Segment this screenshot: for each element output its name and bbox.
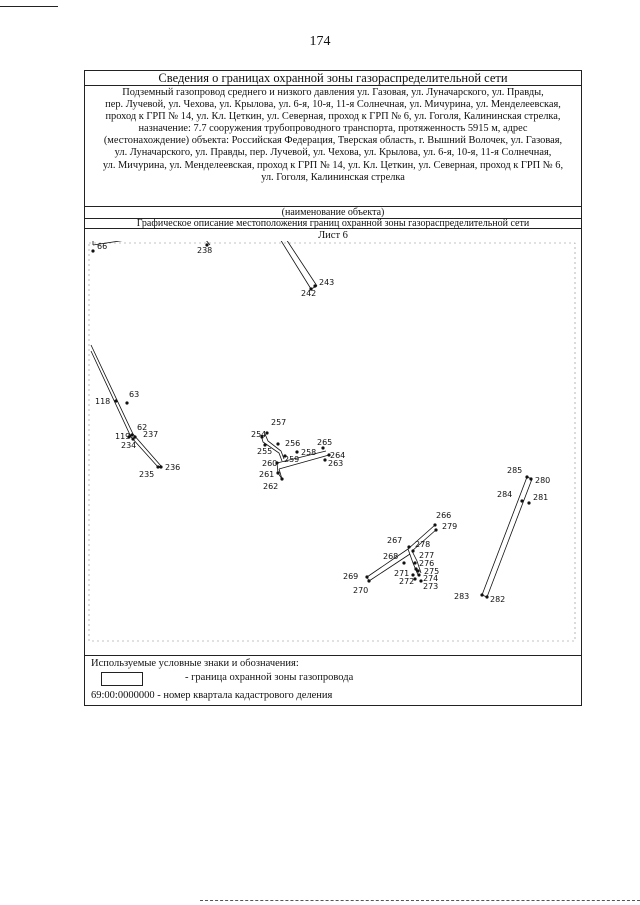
boundary-point-label: 238 (197, 246, 213, 255)
boundary-point-label: 235 (139, 470, 155, 479)
boundary-point-marker (527, 501, 530, 504)
boundary-point-label: 273 (423, 582, 439, 591)
boundary-point-label: 63 (129, 390, 140, 399)
boundary-point-label: 234 (121, 441, 137, 450)
boundary-point-marker (367, 579, 370, 582)
page-number: 174 (309, 34, 331, 49)
boundary-point-label: 119 (115, 432, 131, 441)
boundary-point-label: 261 (259, 470, 275, 479)
boundary-point-label: 272 (399, 577, 415, 586)
boundary-point-marker (125, 401, 128, 404)
boundary-point-marker (407, 545, 410, 548)
boundary-point-label: 270 (353, 586, 369, 595)
boundary-point-marker (114, 399, 117, 402)
boundary-point-label: 236 (165, 463, 181, 472)
description-line: пер. Лучевой, ул. Чехова, ул. Крылова, ул. 6-я, 10-я, 11-я Солнечная, ул. Мичурина, ул. Менделеевская, (105, 99, 561, 111)
boundary-point-marker (434, 528, 437, 531)
boundary-point-marker (91, 249, 94, 252)
boundary-point-marker (276, 442, 279, 445)
document-frame (84, 70, 582, 706)
point-labels (91, 242, 550, 604)
legend-item-boundary: - граница охранной зоны газопровода (185, 672, 354, 683)
boundary-point-marker (130, 433, 133, 436)
legend-title: Используемые условные знаки и обозначения: (91, 658, 299, 669)
boundary-point-label: 264 (330, 451, 346, 460)
boundary-point-marker (156, 465, 159, 468)
boundary-point-label: 274 (423, 574, 439, 583)
boundary-point-marker (159, 465, 162, 468)
boundary-point-marker (413, 561, 416, 564)
boundary-point-label: 66 (97, 242, 108, 251)
boundary-point-label: 278 (415, 540, 431, 549)
zone-boundary-symbol (101, 672, 143, 686)
boundary-point-label: 254 (251, 430, 267, 439)
boundary-point-marker (313, 284, 316, 287)
boundary-point-marker (417, 573, 420, 576)
boundary-point-label: 242 (301, 289, 317, 298)
boundary-point-label: 255 (257, 447, 273, 456)
legend-item-quarter: 69:00:0000000 - номер квартала кадастрового деления (91, 690, 333, 701)
boundary-point-label: 266 (436, 511, 452, 520)
boundary-point-label: 62 (137, 423, 148, 432)
boundary-point-marker (411, 549, 414, 552)
description-line: Подземный газопровод среднего и низкого давления ул. Газовая, ул. Луначарского, ул. Правды, (122, 87, 544, 98)
boundary-point-label: 265 (317, 438, 333, 447)
description-line: назначение: 7.7 сооружения трубопроводного транспорта, протяженность 5915 м, адрес (138, 123, 528, 135)
description-line: проход к ГРП № 14, ул. Кл. Цеткин, ул. Северная, проход к ГРП № 6, ул. Гоголя, Калининская стрелка, (105, 111, 561, 123)
boundary-point-marker (280, 477, 283, 480)
boundary-point-marker (365, 575, 368, 578)
boundary-point-label: 268 (383, 552, 399, 561)
boundary-point-label: 262 (263, 482, 279, 491)
boundary-point-label: 280 (535, 476, 551, 485)
graphic-description-title: Графическое описание местоположения границ охранной зоны газораспределительной сети (85, 219, 581, 229)
boundary-point-marker (480, 593, 483, 596)
object-description (85, 86, 581, 207)
boundary-point-label: 281 (533, 493, 549, 502)
boundary-point-label: 277 (419, 551, 435, 560)
boundary-point-label: 243 (319, 278, 335, 287)
boundary-point-label: 237 (143, 430, 159, 439)
boundary-point-label: 260 (262, 459, 278, 468)
legend (85, 655, 581, 706)
boundary-map (85, 241, 581, 655)
boundary-point-label: 258 (301, 448, 317, 457)
boundary-point-label: 257 (271, 418, 287, 427)
boundary-point-label: 285 (507, 466, 523, 475)
description-line: ул. Гоголя, Калининская стрелка (261, 171, 405, 183)
boundary-point-label: 267 (387, 536, 403, 545)
boundary-point-marker (529, 477, 532, 480)
boundary-point-label: 284 (497, 490, 513, 499)
document-title: Сведения о границах охранной зоны газораспределительной сети (85, 71, 581, 86)
object-name-caption: (наименование объекта) (85, 208, 581, 219)
boundary-point-label: 259 (284, 455, 300, 464)
boundary-point-marker (295, 450, 298, 453)
boundary-point-label: 256 (285, 439, 301, 448)
boundary-point-marker (485, 595, 488, 598)
boundary-point-marker (323, 458, 326, 461)
description-line: ул. Луначарского, ул. Правды, пер. Лучевой, ул. Чехова, ул. Крылова, ул. 6-я, 10-я, 11-я Солнечная, (114, 147, 552, 159)
boundary-point-label: 282 (490, 595, 506, 604)
boundary-point-label: 118 (95, 397, 111, 406)
bottom-rule (200, 900, 640, 901)
description-line: ул. Мичурина, ул. Менделеевская, проход к ГРП № 14, ул. Кл. Цеткин, ул. Северная, проход к ГРП № 6, (102, 159, 564, 171)
boundary-point-marker (276, 471, 279, 474)
sheet-label: Лист 6 (318, 230, 348, 241)
boundary-point-marker (416, 569, 419, 572)
boundary-point-label: 269 (343, 572, 359, 581)
boundary-point-label: 283 (454, 592, 470, 601)
boundary-point-label: 275 (424, 567, 440, 576)
boundary-point-label: 263 (328, 459, 344, 468)
description-line: (местонахождение) объекта: Российская Федерация, Тверская область, г. Вышний Волочек, ул. Газовая, (103, 135, 563, 147)
boundary-point-label: 276 (419, 559, 435, 568)
corner-rule (0, 6, 58, 7)
boundary-point-marker (433, 523, 436, 526)
boundary-point-marker (402, 561, 405, 564)
boundary-point-marker (520, 499, 523, 502)
boundary-point-label: 271 (394, 569, 410, 578)
boundary-point-label: 279 (442, 522, 458, 531)
boundary-point-marker (525, 475, 528, 478)
